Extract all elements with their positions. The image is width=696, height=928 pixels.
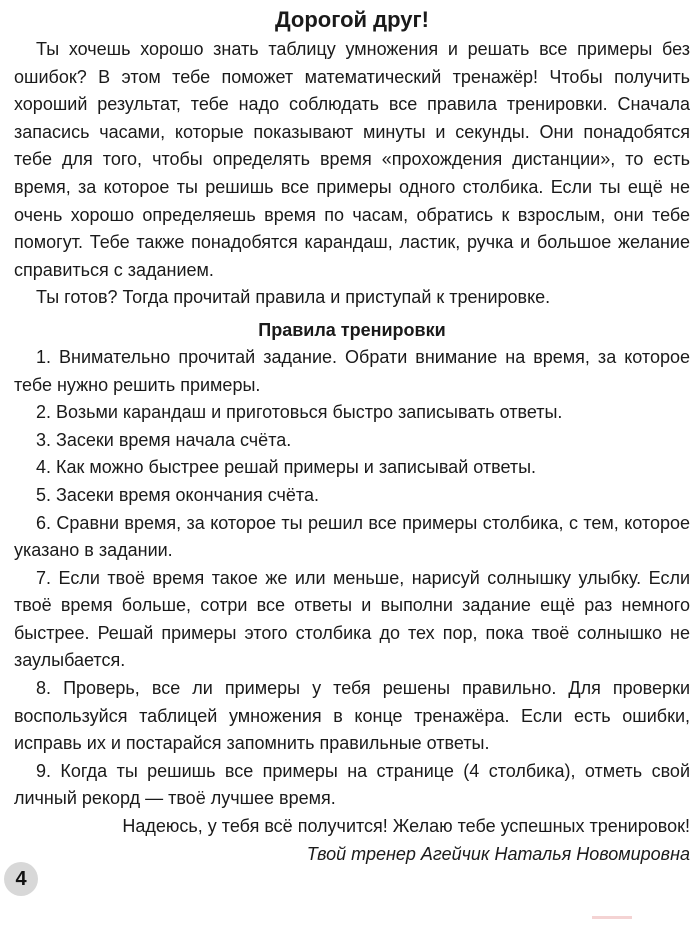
corner-decoration (592, 916, 632, 919)
rule-item-9: 9. Когда ты решишь все примеры на странице (4 столбика), отметь свой личный рекорд — твоё лучшее время. (14, 760, 690, 809)
rule-item-2: 2. Возьми карандаш и приготовься быстро записывать ответы. (36, 402, 563, 423)
rule-item-8: 8. Проверь, все ли примеры у тебя решены правильно. Для проверки воспользуйся таблицей умножения в конце тренажёра. Если есть ошибки, исправь их и постарайся запомнить правильные ответы. (14, 678, 690, 754)
letter-page (14, 6, 690, 868)
rule-item-4: 4. Как можно быстрее решай примеры и записывай ответы. (36, 457, 537, 478)
rule-item-6: 6. Сравни время, за которое ты решил все примеры столбика, с тем, которое указано в задании. (14, 512, 690, 561)
rules-list (14, 344, 690, 813)
closing-wish: Надеюсь, у тебя всё получится! Желаю тебе успешных тренировок! (122, 816, 690, 837)
rule-item-1: 1. Внимательно прочитай задание. Обрати внимание на время, за которое тебе нужно решить примеры. (14, 346, 690, 395)
signature: Твой тренер Агейчик Наталья Новомировна (306, 843, 690, 864)
rule-item-3: 3. Засеки время начала счёта. (36, 429, 292, 450)
rule-item-7: 7. Если твоё время такое же или меньше, нарисуй солнышку улыбку. Если твоё время больше, сотри все ответы и выполни задание ещё раз немного быстрее. Решай примеры этого столбика до тех пор, пока твоё солнышко не заулыбается. (14, 567, 690, 671)
intro-paragraph: Ты хочешь хорошо знать таблицу умножения и решать все примеры без ошибок? В этом тебе поможет математический тренажёр! Чтобы получить хороший результат, тебе надо соблюдать все правила тренировки. Сначала запасись часами, которые показывают минуты и секунды. Они понадобятся тебе для того, чтобы определять время «прохождения дистанции», то есть время, за которое ты решишь все примеры одного столбика. Если ты ещё не очень хорошо определяешь время по часам, обратись к взрослым, они тебе помогут. Тебе также понадобятся карандаш, ластик, ручка и большое желание справиться с заданием. (14, 39, 690, 280)
rules-heading: Правила тренировки (258, 319, 446, 340)
page-number: 4 (4, 862, 38, 896)
letter-title: Дорогой друг! (274, 7, 430, 32)
ready-paragraph: Ты готов? Тогда прочитай правила и приступай к тренировке. (36, 287, 551, 308)
rule-item-5: 5. Засеки время окончания счёта. (36, 484, 319, 505)
